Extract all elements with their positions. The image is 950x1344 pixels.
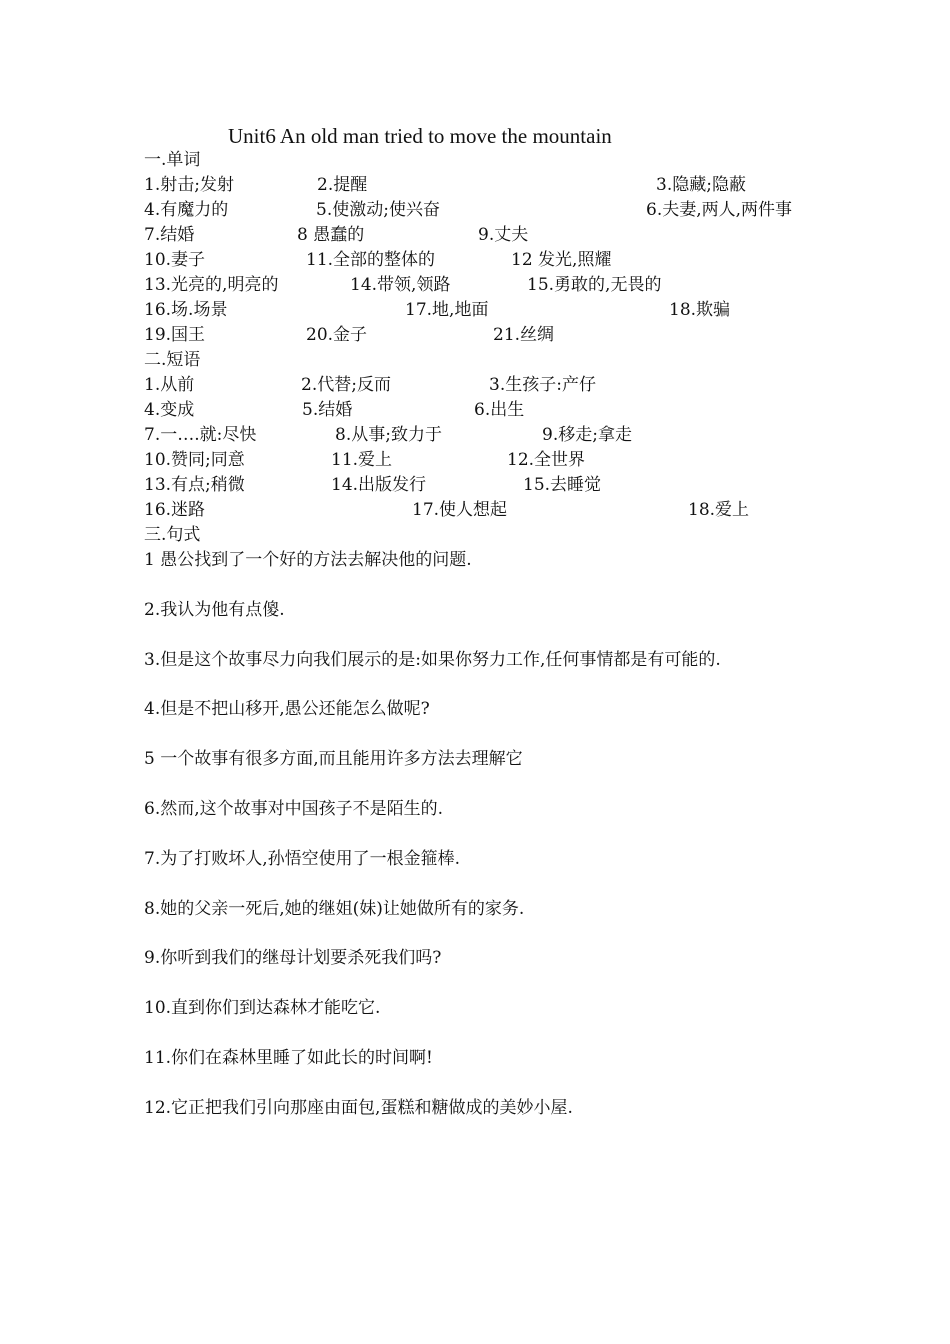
vocab-row: [144, 323, 864, 347]
phrase-row: [144, 448, 864, 472]
vocab-item: 10.妻子: [144, 250, 206, 270]
vocab-item: 12 发光,照耀: [511, 250, 612, 270]
vocab-item: 1.射击;发射: [144, 175, 234, 195]
sentence-item: 2.我认为他有点傻.: [144, 600, 285, 620]
vocab-item: 9.丈夫: [478, 225, 529, 245]
vocab-row: [144, 223, 864, 247]
vocab-item: 7.结婚: [144, 225, 195, 245]
phrase-item: 11.爱上: [331, 450, 393, 470]
phrase-item: 5.结婚: [302, 400, 353, 420]
phrase-item: 6.出生: [474, 400, 525, 420]
phrase-row: [144, 423, 864, 447]
vocab-item: 8 愚蠢的: [297, 225, 365, 245]
vocab-row: [144, 198, 864, 222]
phrase-item: 1.从前: [144, 375, 195, 395]
phrase-item: 8.从事;致力于: [335, 425, 442, 445]
sentence-item: 9.你听到我们的继母计划要杀死我们吗?: [144, 948, 442, 968]
sentences-heading: 三.句式: [144, 525, 201, 545]
vocab-row: [144, 298, 864, 322]
vocab-item: 4.有魔力的: [144, 200, 229, 220]
document-title: Unit6 An old man tried to move the mountain: [228, 124, 612, 148]
vocab-item: 19.国王: [144, 325, 206, 345]
phrase-item: 2.代替;反而: [301, 375, 391, 395]
phrase-item: 15.去睡觉: [523, 475, 602, 495]
phrase-item: 16.迷路: [144, 500, 206, 520]
vocab-item: 18.欺骗: [669, 300, 731, 320]
vocab-row: [144, 248, 864, 272]
vocab-item: 15.勇敢的,无畏的: [527, 275, 662, 295]
vocab-row: [144, 273, 864, 297]
sentence-item: 11.你们在森林里睡了如此长的时间啊!: [144, 1048, 433, 1068]
vocab-item: 16.场.场景: [144, 300, 228, 320]
phrase-row: [144, 498, 864, 522]
phrase-item: 9.移走;拿走: [542, 425, 632, 445]
vocab-item: 21.丝绸: [493, 325, 555, 345]
phrase-item: 4.变成: [144, 400, 195, 420]
vocab-item: 2.提醒: [317, 175, 368, 195]
sentence-item: 10.直到你们到达森林才能吃它.: [144, 998, 381, 1018]
sentence-item: 3.但是这个故事尽力向我们展示的是:如果你努力工作,任何事情都是有可能的.: [144, 650, 721, 670]
phrase-item: 18.爱上: [688, 500, 750, 520]
sentence-item: 1 愚公找到了一个好的方法去解决他的问题.: [144, 550, 472, 570]
sentence-item: 12.它正把我们引向那座由面包,蛋糕和糖做成的美妙小屋.: [144, 1098, 573, 1118]
sentence-item: 7.为了打败坏人,孙悟空使用了一根金箍棒.: [144, 849, 461, 869]
vocab-item: 14.带领,领路: [350, 275, 451, 295]
sentence-item: 5 一个故事有很多方面,而且能用许多方法去理解它: [144, 749, 523, 769]
sentence-item: 8.她的父亲一死后,她的继姐(妹)让她做所有的家务.: [144, 899, 525, 919]
phrase-item: 12.全世界: [507, 450, 586, 470]
phrase-row: [144, 373, 864, 397]
vocab-item: 13.光亮的,明亮的: [144, 275, 279, 295]
sentence-item: 4.但是不把山移开,愚公还能怎么做呢?: [144, 699, 430, 719]
phrase-item: 14.出版发行: [331, 475, 427, 495]
vocab-item: 6.夫妻,两人,两件事: [646, 200, 793, 220]
vocab-item: 3.隐藏;隐蔽: [656, 175, 746, 195]
vocab-item: 11.全部的整体的: [306, 250, 436, 270]
phrase-item: 3.生孩子:产仔: [489, 375, 596, 395]
vocab-row: [144, 173, 864, 197]
vocab-item: 5.使激动;使兴奋: [316, 200, 440, 220]
phrase-item: 7.一….就:尽快: [144, 425, 257, 445]
sentence-item: 6.然而,这个故事对中国孩子不是陌生的.: [144, 799, 444, 819]
vocab-heading: 一.单词: [144, 150, 201, 170]
phrase-row: [144, 398, 864, 422]
phrases-heading: 二.短语: [144, 350, 201, 370]
phrase-row: [144, 473, 864, 497]
vocab-item: 17.地,地面: [405, 300, 489, 320]
phrase-item: 10.赞同;同意: [144, 450, 245, 470]
phrase-item: 17.使人想起: [412, 500, 508, 520]
phrase-item: 13.有点;稍微: [144, 475, 245, 495]
vocab-item: 20.金子: [306, 325, 368, 345]
